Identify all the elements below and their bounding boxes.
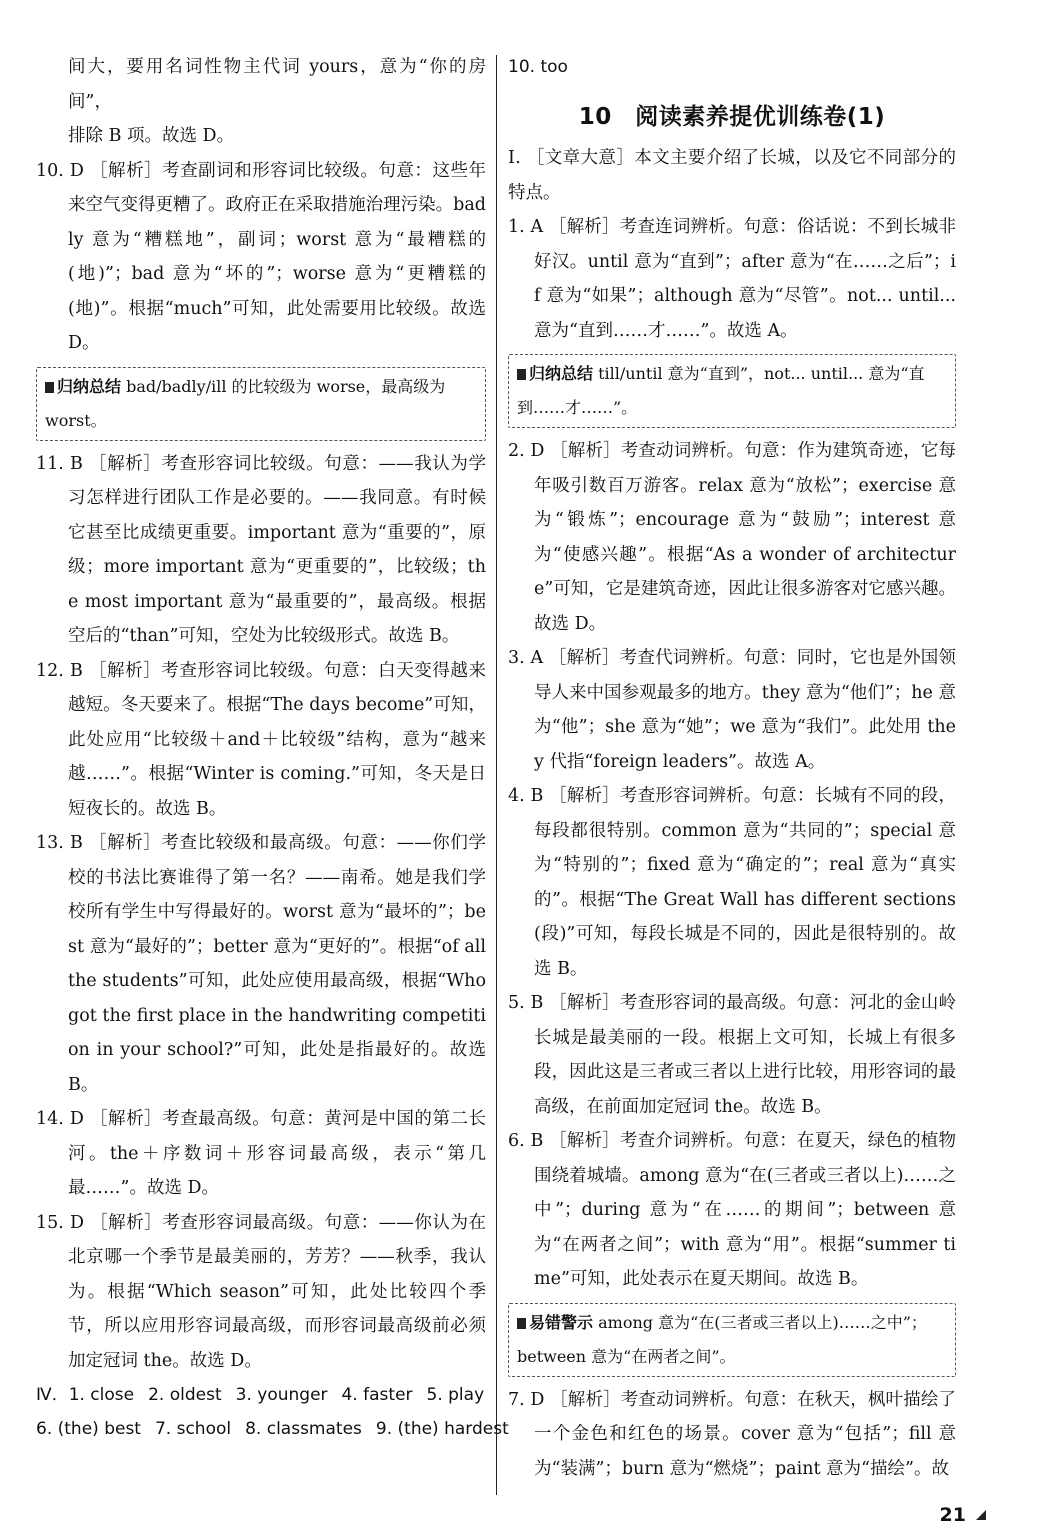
summary-box-2-text: till/until 意为“直到”，not... until... 意为“直到……才……”。 (517, 364, 925, 417)
answer-iv-7: 7. school (154, 1419, 232, 1439)
column-divider (496, 55, 497, 1495)
summary-box-1-text: bad/badly/ill 的比较级为 worse，最高级为 worst。 (45, 376, 446, 430)
answer-iv-6: 6. (the) best (36, 1419, 141, 1439)
intro-line-2: 排除 B 项。故选 D。 (68, 126, 235, 146)
section-title: 10 阅读素养提优训练卷(1) (578, 104, 886, 130)
answers-row-1 (36, 1378, 486, 1412)
answer-14: 14. D ［解析］考查最高级。句意：黄河是中国的第二长河。the＋序数词＋形容词最高级，表示“第几最……”。故选 D。 (36, 1109, 486, 1198)
answer-iv-10: 10. too (508, 57, 568, 77)
answer-iv-9: 9. (the) hardest (375, 1419, 509, 1439)
warning-box-tag: 易错警示 (529, 1312, 594, 1332)
answer-12: 12. B ［解析］考查形容词比较级。句意：白天变得越来越短。冬天要来了。根据“The days become”可知，此处应用“比较级＋and＋比较级”结构，意为“越来越……”。根据“Winter is coming.”可知，冬天是日短夜长的。故选 B。 (36, 660, 486, 819)
answer-r6: 6. B ［解析］考查介词辨析。句意：在夏天，绿色的植物围绕着城墙。among 意为“在(三者或三者以上)……之中”；during 意为“在……的期间”；between 意为“在两者之间”；with 意为“用”。根据“summer time”可知，此处表示在夏天期间。故选 B。 (508, 1131, 956, 1289)
right-column (508, 50, 956, 1486)
summary-box-2-tag: 归纳总结 (529, 364, 594, 383)
page-corner-icon (976, 1510, 986, 1520)
warning-box-text: among 意为“在(三者或三者以上)……之中”；between 意为“在两者之间”。 (517, 1312, 927, 1366)
left-column (36, 50, 509, 1446)
answer-r3: 3. A ［解析］考查代词辨析。句意：同时，它也是外国领导人来中国参观最多的地方。they 意为“他们”；he 意为“他”；she 意为“她”；we 意为“我们”。此处用 they 代指“foreign leaders”。故选 A。 (508, 648, 956, 772)
box-marker-icon (517, 369, 526, 380)
answer-r5: 5. B ［解析］考查形容词的最高级。句意：河北的金山岭长城是最美丽的一段。根据上文可知，长城上有很多段，因此这是三者或三者以上进行比较，用形容词的最高级，在前面加定冠词 the。故选 B。 (508, 993, 956, 1117)
answer-iv-8: 8. classmates (245, 1419, 362, 1439)
box-marker-icon (45, 382, 54, 393)
answer-iv-1: Ⅳ．1. close (36, 1385, 135, 1405)
answer-r1: 1. A ［解析］考查连词辨析。句意：俗话说：不到长城非好汉。until 意为“直到”；after 意为“在……之后”；if 意为“如果”；although 意为“尽管”。not... until... 意为“直到……才……”。故选 A。 (508, 217, 956, 341)
article-summary: Ⅰ. ［文章大意］本文主要介绍了长城，以及它不同部分的特点。 (508, 148, 956, 203)
answer-iv-3: 3. younger (235, 1385, 328, 1405)
page-number: 21 (939, 1504, 966, 1526)
intro-line-1: 间大，要用名词性物主代词 yours，意为“你的房间”， (68, 57, 486, 112)
answer-10: 10. D ［解析］考查副词和形容词比较级。句意：这些年来空气变得更糟了。政府正在采取措施治理污染。badly 意为“糟糕地”，副词；worst 意为“最糟糕的(地)”；bad 意为“坏的”；worse 意为“更糟糕的(地)”。根据“much”可知，此处需要用比较级。故选 D。 (36, 160, 486, 353)
answer-r4: 4. B ［解析］考查形容词辨析。句意：长城有不同的段，每段都很特别。common 意为“共同的”；special 意为“特别的”；fixed 意为“确定的”；real 意为“真实的”。根据“The Great Wall has different sections (段)”可知，每段长城是不同的，因此是很特别的。故选 B。 (508, 786, 956, 979)
answer-11: 11. B ［解析］考查形容词比较级。句意：——我认为学习怎样进行团队工作是必要的。——我同意。有时候它甚至比成绩更重要。important 意为“重要的”，原级；more important 意为“更重要的”，比较级；the most important 意为“最重要的”，最高级。根据空后的“than”可知，空处为比较级形式。故选 B。 (36, 453, 486, 646)
answer-13: 13. B ［解析］考查比较级和最高级。句意：——你们学校的书法比赛谁得了第一名？——南希。她是我们学校所有学生中写得最好的。worst 意为“最坏的”；best 意为“最好的”；better 意为“更好的”。根据“of all the students”可知，此处应使用最高级，根据“Who got the first place in the handwriting competition in your school?”可知，此处是指最好的。故选 B。 (36, 833, 486, 1095)
answer-iv-4: 4. faster (341, 1385, 413, 1405)
summary-box-2 (508, 354, 956, 428)
box-marker-icon (517, 1318, 526, 1329)
answer-r2: 2. D ［解析］考查动词辨析。句意：作为建筑奇迹，它每年吸引数百万游客。relax 意为“放松”；exercise 意为“锻炼”；encourage 意为“鼓励”；interest 意为“使感兴趣”。根据“As a wonder of architecture”可知，它是建筑奇迹，因此让很多游客对它感兴趣。故选 D。 (508, 441, 956, 634)
answer-iv-2: 2. oldest (148, 1385, 222, 1405)
answer-15: 15. D ［解析］考查形容词最高级。句意：——你认为在北京哪一个季节是最美丽的，芳芳？——秋季，我认为。根据“Which season”可知，此处比较四个季节，所以应用形容词最高级，而形容词最高级前必须加定冠词 the。故选 D。 (36, 1212, 486, 1371)
answer-r7: 7. D ［解析］考查动词辨析。句意：在秋天，枫叶描绘了一个金色和红色的场景。cover 意为“包括”；fill 意为“装满”；burn 意为“燃烧”；paint 意为“描绘”。故 (508, 1389, 956, 1479)
summary-box-1-tag: 归纳总结 (57, 376, 122, 396)
answers-row-2 (36, 1412, 509, 1446)
warning-box (508, 1303, 956, 1377)
answer-iv-5: 5. play (426, 1385, 485, 1405)
summary-box-1 (36, 367, 486, 441)
